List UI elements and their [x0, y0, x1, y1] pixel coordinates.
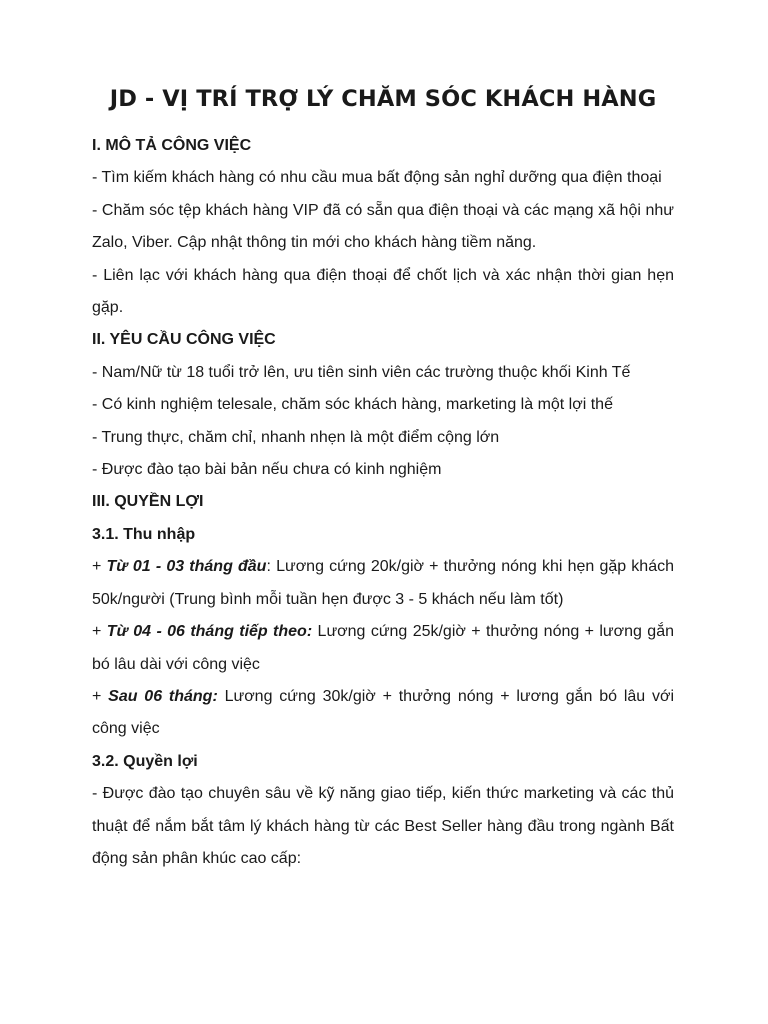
list-item: - Trung thực, chăm chỉ, nhanh nhẹn là một điểm cộng lớn [92, 428, 500, 446]
income-item-period: Từ 04 - 06 tháng tiếp theo: [106, 623, 313, 641]
section-heading-job-description: I. MÔ TẢ CÔNG VIỆC [92, 137, 252, 154]
income-item-text: Lương cứng 25k/giờ + thưởng nóng + lương gắn bó lâu dài với công việc [92, 623, 674, 673]
document-page [92, 86, 674, 875]
income-item-text: : Lương cứng 20k/giờ + thưởng nóng khi hẹn gặp khách 50k/người (Trung bình mỗi tuần hẹn được 3 - 5 khách nếu làm tốt) [92, 558, 674, 608]
list-item: - Có kinh nghiệm telesale, chăm sóc khách hàng, marketing là một lợi thế [92, 396, 613, 414]
document-title: JD - VỊ TRÍ TRỢ LÝ CHĂM SÓC KHÁCH HÀNG [109, 86, 657, 112]
income-item [92, 616, 674, 681]
income-item-text: Lương cứng 30k/giờ + thưởng nóng + lương gắn bó lâu với công việc [92, 687, 675, 738]
section-heading-benefits: III. QUYỀN LỢI [92, 493, 204, 511]
subsection-heading-income: 3.1. Thu nhập [92, 525, 196, 543]
subsection-heading-perks: 3.2. Quyền lợi [92, 752, 198, 770]
income-item-period: Sau 06 tháng: [108, 687, 218, 705]
list-item: - Tìm kiếm khách hàng có nhu cầu mua bất động sản nghỉ dưỡng qua điện thoại [92, 169, 662, 187]
income-item-prefix: + [92, 623, 107, 641]
income-item-period: Từ 01 - 03 tháng đầu [106, 558, 267, 576]
list-item: - Được đào tạo bài bản nếu chưa có kinh nghiệm [92, 461, 442, 479]
section-heading-requirements: II. YÊU CẦU CÔNG VIỆC [92, 331, 276, 349]
list-item: - Chăm sóc tệp khách hàng VIP đã có sẵn qua điện thoại và các mạng xã hội như Zalo, Viber. Cập nhật thông tin mới cho khách hàng tiềm năng. [92, 201, 674, 252]
list-item: - Nam/Nữ từ 18 tuổi trở lên, ưu tiên sinh viên các trường thuộc khối Kinh Tế [92, 363, 631, 381]
list-item: - Liên lạc với khách hàng qua điện thoại để chốt lịch và xác nhận thời gian hẹn gặp. [92, 266, 674, 317]
income-item-prefix: + [92, 687, 109, 705]
income-item-prefix: + [92, 558, 107, 576]
income-item [92, 681, 674, 746]
list-item: - Được đào tạo chuyên sâu về kỹ năng giao tiếp, kiến thức marketing và các thủ thuật để nắm bắt tâm lý khách hàng từ các Best Seller hàng đầu trong ngành Bất động sản phân khúc cao cấp: [92, 785, 674, 867]
income-item [92, 551, 674, 616]
